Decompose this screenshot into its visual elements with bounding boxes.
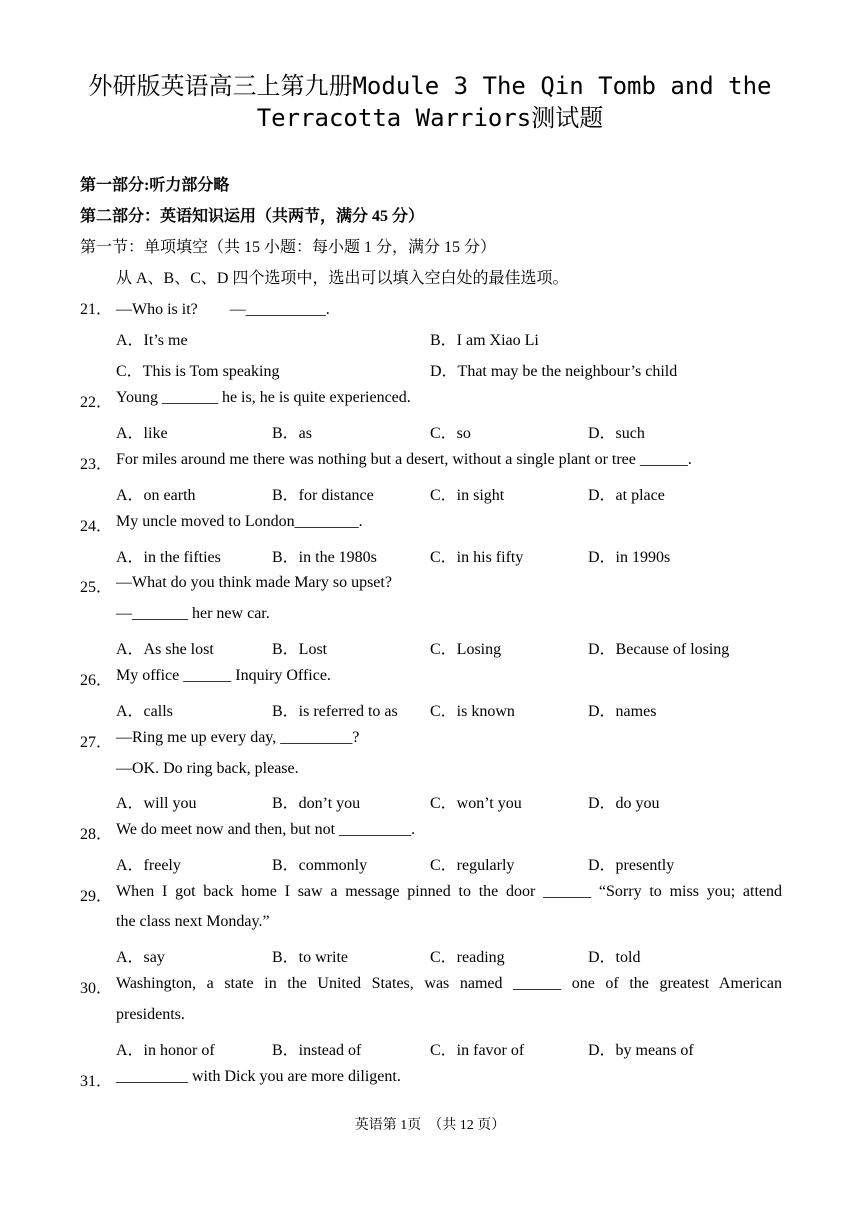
option-a: A．freely: [116, 857, 181, 874]
option-c: C．so: [430, 425, 471, 442]
question-text: presidents.: [116, 1006, 185, 1023]
option-c: C．is known: [430, 703, 515, 720]
question-number: 27．: [80, 734, 113, 751]
part2-heading: 第二部分：英语知识运用（共两节，满分 45 分）: [80, 208, 425, 225]
document-title: [60, 70, 800, 134]
option-d: D．told: [588, 949, 641, 966]
title-line-1: 外研版英语高三上第九册Module 3 The Qin Tomb and the: [88, 72, 772, 100]
question-text: —OK. Do ring back, please.: [116, 760, 299, 777]
option-b: B．for distance: [272, 487, 374, 504]
option-d: D．do you: [588, 795, 660, 812]
option-a: A．in honor of: [116, 1042, 215, 1059]
option-b: B．Lost: [272, 641, 328, 658]
option-b: B．to write: [272, 949, 348, 966]
page-footer: 英语第 1页 （共 12 页）: [354, 1118, 506, 1133]
question-number: 30．: [80, 980, 113, 997]
question-text: _________ with Dick you are more diligent.: [116, 1068, 401, 1085]
question-text: When I got back home I saw a message pinned to the door ______ “Sorry to miss you; attend: [116, 883, 782, 900]
option-c: C．in his fifty: [430, 549, 524, 566]
option-b: B．don’t you: [272, 795, 361, 812]
option-d: D．presently: [588, 857, 675, 874]
question-text: —_______ her new car.: [116, 605, 270, 622]
option-c: C．Losing: [430, 641, 502, 658]
title-line-2: Terracotta Warriors测试题: [256, 104, 604, 132]
option-a: A．will you: [116, 795, 197, 812]
question-text: —Ring me up every day, _________?: [116, 729, 360, 746]
option-c: C．in sight: [430, 487, 505, 504]
option-a: A．As she lost: [116, 641, 214, 658]
question-text: We do meet now and then, but not _________.: [116, 821, 416, 838]
option-d: D．Because of losing: [588, 641, 730, 658]
option-a: A．on earth: [116, 487, 196, 504]
question-number: 31．: [80, 1073, 113, 1090]
question-text: —What do you think made Mary so upset?: [116, 574, 392, 591]
option-d: D．at place: [588, 487, 665, 504]
option-c: C．won’t you: [430, 795, 522, 812]
question-number: 21．: [80, 301, 113, 318]
option-a: A．calls: [116, 703, 173, 720]
option-d: D．names: [588, 703, 657, 720]
option-c: C．in favor of: [430, 1042, 525, 1059]
option-b: B．is referred to as: [272, 703, 398, 720]
option-a: A．like: [116, 425, 168, 442]
question-text: Young _______ he is, he is quite experienced.: [116, 389, 411, 406]
instruction: 从 A、B、C、D 四个选项中，选出可以填入空白处的最佳选项。: [116, 270, 569, 287]
question-text: Washington, a state in the United States, was named ______ one of the greatest American: [116, 975, 782, 992]
option-d: D．That may be the neighbour’s child: [430, 363, 678, 380]
question-text: the class next Monday.”: [116, 913, 270, 930]
option-c: C．regularly: [430, 857, 515, 874]
question-text: My office ______ Inquiry Office.: [116, 667, 331, 684]
option-c: C．reading: [430, 949, 505, 966]
question-number: 22．: [80, 394, 113, 411]
option-b: B．commonly: [272, 857, 368, 874]
option-d: D．such: [588, 425, 645, 442]
option-b: B．I am Xiao Li: [430, 332, 539, 349]
question-number: 29．: [80, 888, 113, 905]
option-a: A．It’s me: [116, 332, 188, 349]
option-d: D．by means of: [588, 1042, 694, 1059]
section1-heading: 第一节：单项填空（共 15 小题：每小题 1 分，满分 15 分）: [80, 239, 497, 256]
option-b: B．instead of: [272, 1042, 362, 1059]
option-d: D．in 1990s: [588, 549, 671, 566]
question-number: 26．: [80, 672, 113, 689]
question-text: —Who is it? —__________.: [116, 301, 330, 318]
option-a: A．say: [116, 949, 165, 966]
option-b: B．in the 1980s: [272, 549, 377, 566]
question-number: 25．: [80, 579, 113, 596]
question-text: My uncle moved to London________.: [116, 513, 363, 530]
question-number: 24．: [80, 518, 113, 535]
option-a: A．in the fifties: [116, 549, 221, 566]
option-b: B．as: [272, 425, 313, 442]
question-number: 28．: [80, 826, 113, 843]
question-text: For miles around me there was nothing but a desert, without a single plant or tree ______.: [116, 451, 692, 468]
part1-heading: 第一部分:听力部分略: [80, 177, 230, 194]
option-c: C．This is Tom speaking: [116, 363, 280, 380]
question-number: 23．: [80, 456, 113, 473]
